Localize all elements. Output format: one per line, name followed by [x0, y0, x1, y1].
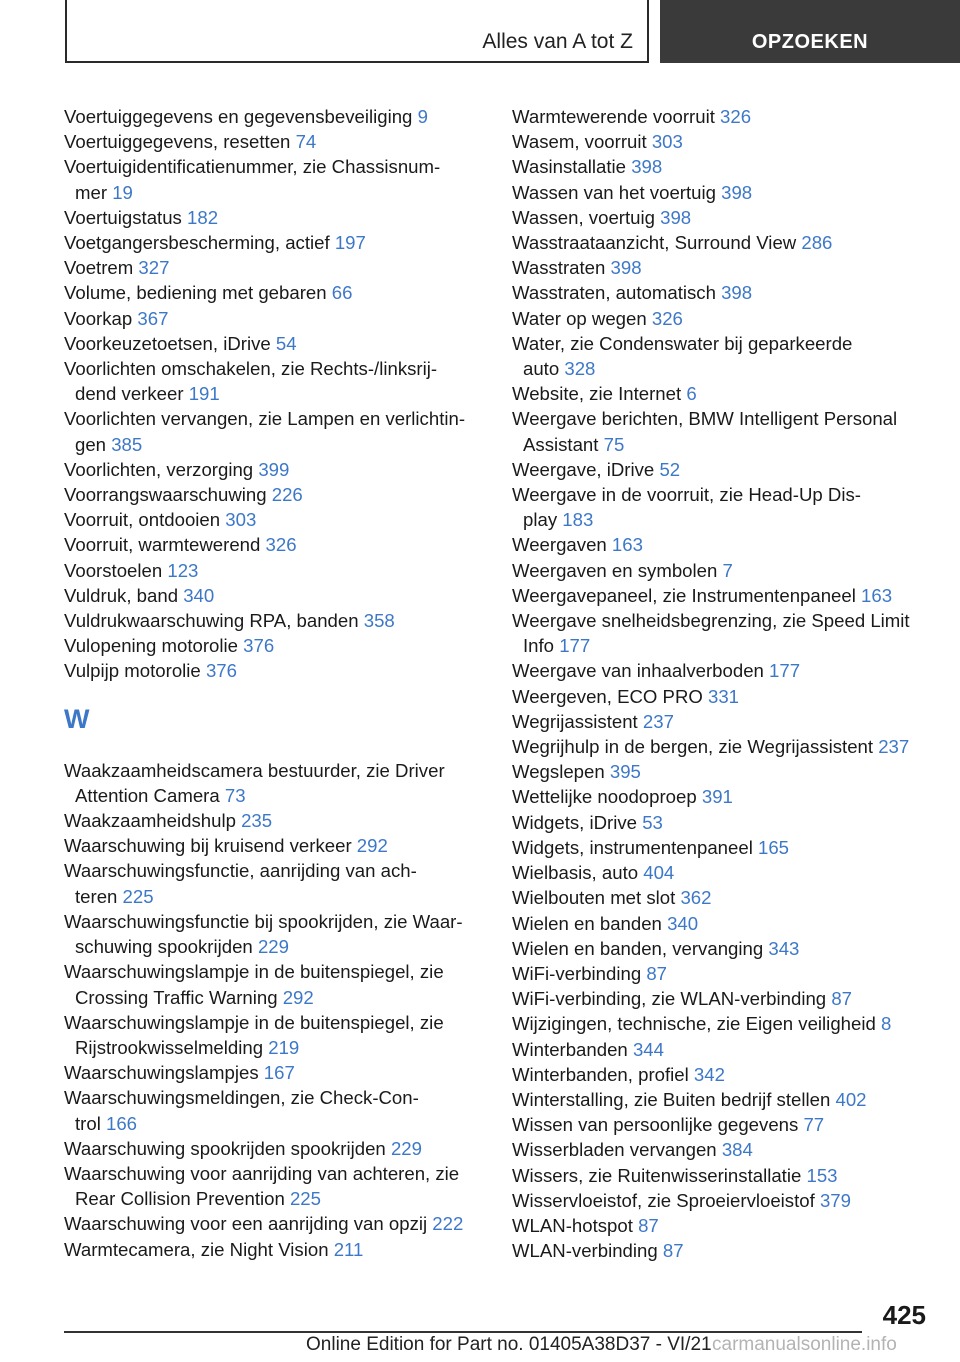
index-entry	[64, 457, 484, 482]
index-entry	[64, 758, 484, 808]
index-entry-text: WiFi-verbinding	[512, 962, 647, 984]
opzoeken-tab-label: OPZOEKEN	[751, 31, 869, 53]
index-entry-text: Voetgangersbescherming, actief	[64, 232, 335, 254]
index-entry	[512, 1062, 932, 1087]
page-reference-link[interactable]: 379	[819, 1189, 851, 1211]
index-entry	[64, 306, 484, 331]
index-entry-text: Wielen en banden, vervanging	[512, 937, 769, 959]
index-entry-text: Weergave in de voorruit, zie Head-Up Dis-	[512, 484, 861, 506]
index-entry-text: Wasstraataanzicht, Surround View	[512, 232, 802, 254]
index-entry	[64, 331, 484, 356]
index-entry	[64, 205, 484, 230]
index-entry	[64, 280, 484, 305]
page-number: 425	[882, 1300, 926, 1330]
index-entry-text: Vulopening motorolie	[64, 635, 244, 657]
index-entry-text: Weergaven	[512, 534, 612, 556]
index-entry-text: Wasem, voorruit	[512, 131, 652, 153]
index-entry-text: Voorlichten, verzorging	[64, 458, 259, 480]
index-entry-text: Water, zie Condenswater bij geparkeerde	[512, 332, 853, 354]
index-entry	[64, 1010, 484, 1060]
index-entry	[64, 858, 484, 908]
page-reference-link[interactable]: 87	[638, 1214, 659, 1236]
index-entry-text: WiFi-verbinding, zie WLAN-verbinding	[512, 988, 832, 1010]
page-reference-link[interactable]: 342	[693, 1063, 725, 1085]
page-reference-link[interactable]: 376	[205, 660, 237, 682]
index-entry	[512, 911, 932, 936]
page-reference-link[interactable]: 328	[564, 358, 596, 380]
footer-divider	[64, 1331, 862, 1333]
index-entry	[512, 759, 932, 784]
index-entry-text: WLAN-hotspot	[512, 1214, 639, 1236]
page-reference-link[interactable]: 225	[289, 1188, 321, 1210]
page-reference-link[interactable]: 165	[758, 836, 790, 858]
section-title: Alles van A tot Z	[482, 30, 633, 53]
page-reference-link[interactable]: 391	[701, 786, 733, 808]
index-entry	[512, 1238, 932, 1263]
page-reference-link[interactable]: 340	[667, 912, 699, 934]
index-entry	[64, 1237, 484, 1262]
index-entry-text: Warmtewerende voorruit	[512, 106, 721, 127]
index-entry	[512, 104, 932, 129]
index-entry-text: Voorstoelen	[64, 559, 168, 581]
page-reference-link[interactable]: 153	[806, 1164, 838, 1186]
index-entry-text: Wassen van het voertuig	[512, 181, 722, 203]
page-reference-link[interactable]: 6	[686, 383, 697, 405]
index-entry	[512, 558, 932, 583]
index-entry-text: Widgets, instrumentenpaneel	[512, 836, 758, 858]
page-reference-link[interactable]: 237	[642, 710, 674, 732]
page-reference-link[interactable]: 235	[241, 810, 273, 832]
index-entry	[512, 860, 932, 885]
index-entry	[64, 658, 484, 683]
index-entry-text: Wielen en banden	[512, 912, 668, 934]
index-entry	[64, 1136, 484, 1161]
index-entry-text: Weergave, iDrive	[512, 458, 660, 480]
index-entry-text: Waarschuwingslampjes	[64, 1062, 264, 1084]
index-entry-text: Wegrijassistent	[512, 710, 643, 732]
index-entry	[64, 406, 484, 456]
index-entry-text: trol	[75, 1112, 106, 1134]
index-entry	[64, 833, 484, 858]
page-reference-link[interactable]: 237	[878, 736, 910, 758]
index-entry	[64, 356, 484, 406]
index-entry-text: Winterbanden, profiel	[512, 1063, 694, 1085]
index-entry	[512, 583, 932, 608]
page-reference-link[interactable]: 326	[265, 534, 297, 556]
index-entry-text: Waarschuwing voor een aanrijding van opzij	[64, 1213, 433, 1235]
page-reference-link[interactable]: 183	[562, 509, 594, 531]
index-entry	[512, 180, 932, 205]
index-entry-text: Voorkeuzetoetsen, iDrive	[64, 332, 276, 354]
index-entry	[64, 1161, 484, 1211]
index-entry-text: Voertuigstatus	[64, 206, 188, 228]
index-entry-text: Wisservloeistof, zie Sproeiervloeistof	[512, 1189, 820, 1211]
index-entry	[512, 406, 932, 456]
index-entry	[64, 1085, 484, 1135]
page-reference-link[interactable]: 398	[721, 181, 753, 203]
index-entry	[512, 255, 932, 280]
index-entry-text: Wasstraten	[512, 257, 611, 279]
page-reference-link[interactable]: 367	[137, 307, 169, 329]
index-letter-heading: W	[64, 703, 90, 734]
page-reference-link[interactable]: 87	[831, 988, 852, 1010]
index-entry-text: Wasstraten, automatisch	[512, 282, 722, 304]
page-reference-link[interactable]: 340	[183, 584, 215, 606]
index-entry-text: Warmtecamera, zie Night Vision	[64, 1238, 334, 1260]
page-reference-link[interactable]: 343	[768, 937, 800, 959]
index-entry	[512, 986, 932, 1011]
index-entry-text: Weergaven en symbolen	[512, 559, 723, 581]
index-entry	[64, 1060, 484, 1085]
index-entry	[64, 959, 484, 1009]
page-reference-link[interactable]: 362	[680, 887, 712, 909]
index-entry	[512, 885, 932, 910]
index-column-right	[512, 104, 932, 1263]
page-reference-link[interactable]: 182	[187, 206, 219, 228]
index-entry	[512, 608, 932, 658]
index-entry-text: Wassen, voertuig	[512, 206, 661, 228]
page-reference-link[interactable]: 303	[225, 509, 257, 531]
index-entry	[64, 255, 484, 280]
index-entry-text: Voetrem	[64, 257, 139, 279]
index-entry-text: Voertuiggegevens en gegevensbeveiliging	[64, 106, 418, 127]
page-reference-link[interactable]: 163	[861, 584, 893, 606]
index-entry-text: Widgets, iDrive	[512, 811, 643, 833]
page-reference-link[interactable]: 404	[643, 862, 675, 884]
page-reference-link[interactable]: 402	[835, 1088, 867, 1110]
index-entry-text: dend verkeer	[75, 383, 189, 405]
page-header	[0, 0, 960, 66]
index-entry	[64, 507, 484, 532]
page-reference-link[interactable]: 398	[610, 257, 642, 279]
index-entry-text: Rijstrookwisselmelding	[75, 1036, 269, 1058]
index-entry	[512, 381, 932, 406]
page-reference-link[interactable]: 123	[167, 559, 199, 581]
index-entry	[64, 608, 484, 633]
index-entry	[512, 835, 932, 860]
index-entry-text: Voorruit, warmtewerend	[64, 534, 266, 556]
page-reference-link[interactable]: 66	[331, 282, 353, 304]
index-entry	[512, 457, 932, 482]
index-entry-text: Wasinstallatie	[512, 156, 632, 178]
page-reference-link[interactable]: 73	[224, 784, 246, 806]
index-entry	[512, 1011, 932, 1036]
index-entry-text: Wielbouten met slot	[512, 887, 681, 909]
page-reference-link[interactable]: 225	[122, 885, 154, 907]
page-reference-link[interactable]: 167	[263, 1062, 295, 1084]
index-entry	[512, 936, 932, 961]
index-entry-text: Weergave van inhaalverboden	[512, 660, 770, 682]
index-entry	[512, 784, 932, 809]
index-entry-text: Assistant	[523, 433, 604, 455]
index-entry	[512, 684, 932, 709]
index-entry	[512, 1037, 932, 1062]
index-entry-text: Weergave snelheidsbegrenzing, zie Speed Limit	[512, 610, 910, 632]
index-entry-text: schuwing spookrijden	[75, 936, 258, 958]
page-reference-link[interactable]: 398	[660, 206, 692, 228]
page-reference-link[interactable]: 358	[363, 610, 395, 632]
index-entry-text: Waakzaamheidshulp	[64, 810, 242, 832]
page-reference-link[interactable]: 77	[803, 1114, 825, 1136]
page-reference-link[interactable]: 75	[603, 433, 625, 455]
index-entry-text: Voorlichten vervangen, zie Lampen en verlichtin-	[64, 408, 466, 430]
index-entry-text: Wisserbladen vervangen	[512, 1139, 722, 1161]
header-title-frame	[65, 0, 649, 63]
index-entry	[64, 532, 484, 557]
index-entry-text: Wissen van persoonlijke gegevens	[512, 1114, 804, 1136]
index-entry	[64, 129, 484, 154]
edition-text: Online Edition for Part no. 01405A38D37 - VI/21	[306, 1334, 712, 1355]
page-reference-link[interactable]: 87	[662, 1240, 684, 1262]
page-reference-link[interactable]: 395	[609, 761, 641, 783]
page-reference-link[interactable]: 326	[651, 307, 683, 329]
index-entry-text: Waakzaamheidscamera bestuurder, zie Driver	[64, 759, 445, 781]
index-column-left	[64, 104, 484, 1262]
index-entry-text: Waarschuwingsfunctie, aanrijding van ach-	[64, 860, 417, 882]
page-reference-link[interactable]: 398	[721, 282, 753, 304]
index-entry	[512, 709, 932, 734]
page-reference-link[interactable]: 177	[559, 635, 591, 657]
page-reference-link[interactable]: 327	[138, 257, 170, 279]
index-entry	[512, 280, 932, 305]
index-entry-text: Winterbanden	[512, 1038, 633, 1060]
page-reference-link[interactable]: 326	[720, 106, 752, 127]
index-entry	[64, 909, 484, 959]
index-entry-text: mer	[75, 181, 113, 203]
index-entry-text: Voertuigidentificatienummer, zie Chassisnum-	[64, 156, 441, 178]
index-entry	[512, 482, 932, 532]
index-entry-text: gen	[75, 433, 112, 455]
page-reference-link[interactable]: 52	[659, 458, 681, 480]
page-reference-link[interactable]: 7	[722, 559, 733, 581]
index-entry	[512, 961, 932, 986]
index-entry	[512, 810, 932, 835]
index-entry-text: Vuldruk, band	[64, 584, 184, 606]
index-entry-text: Voorkap	[64, 307, 138, 329]
page-reference-link[interactable]: 286	[801, 232, 833, 254]
index-entry	[512, 306, 932, 331]
index-entry-text: Voorrangswaarschuwing	[64, 484, 272, 506]
page-reference-link[interactable]: 226	[271, 484, 303, 506]
page-reference-link[interactable]: 331	[708, 685, 740, 707]
index-entry-text: WLAN-verbinding	[512, 1240, 663, 1262]
index-entry-text: Wegrijhulp in de bergen, zie Wegrijassistent	[512, 736, 879, 758]
index-entry-text: Volume, bediening met gebaren	[64, 282, 332, 304]
opzoeken-tab[interactable]	[660, 0, 960, 63]
page-reference-link[interactable]: 376	[243, 635, 275, 657]
index-entry	[512, 129, 932, 154]
page-reference-link[interactable]: 292	[356, 835, 388, 857]
page-reference-link[interactable]: 344	[632, 1038, 664, 1060]
index-entry	[512, 230, 932, 255]
index-entry-text: Website, zie Internet	[512, 383, 687, 405]
index-entry-text: Wegslepen	[512, 761, 610, 783]
page-reference-link[interactable]: 222	[432, 1213, 464, 1235]
page-reference-link[interactable]: 384	[721, 1139, 753, 1161]
page-reference-link[interactable]: 54	[275, 332, 297, 354]
index-entry-text: Attention Camera	[75, 784, 225, 806]
index-entry	[512, 154, 932, 179]
watermark: carmanualsonline.info	[712, 1334, 897, 1355]
index-entry	[512, 205, 932, 230]
index-entry	[64, 230, 484, 255]
index-entry-text: Voertuiggegevens, resetten	[64, 131, 296, 153]
index-entry-text: Winterstalling, zie Buiten bedrijf stellen	[512, 1088, 836, 1110]
index-entry-text: Waarschuwingsfunctie bij spookrijden, zie Waar-	[64, 910, 463, 932]
page-reference-link[interactable]: 191	[188, 383, 220, 405]
index-entry	[512, 331, 932, 381]
index-entry-text: Weergavepaneel, zie Instrumentenpaneel	[512, 584, 862, 606]
index-entry-text: teren	[75, 885, 123, 907]
page-reference-link[interactable]: 177	[769, 660, 801, 682]
page-reference-link[interactable]: 399	[258, 458, 290, 480]
index-entry-text: Crossing Traffic Warning	[75, 986, 283, 1008]
index-entry	[64, 808, 484, 833]
index-entry	[64, 1211, 484, 1236]
index-entry-text: Wielbasis, auto	[512, 862, 644, 884]
index-entry	[64, 482, 484, 507]
index-entry-text: Weergave berichten, BMW Intelligent Personal	[512, 408, 898, 430]
index-entry	[64, 633, 484, 658]
index-entry-text: Waarschuwing bij kruisend verkeer	[64, 835, 357, 857]
index-entry	[512, 1188, 932, 1213]
index-entry-text: Wijzigingen, technische, zie Eigen veiligheid	[512, 1013, 881, 1035]
index-entry-text: Water op wegen	[512, 307, 652, 329]
index-entry-text: Vulpijp motorolie	[64, 660, 206, 682]
index-entry-text: Info	[523, 635, 560, 657]
page-reference-link[interactable]: 74	[295, 131, 317, 153]
index-entry	[512, 658, 932, 683]
page-reference-link[interactable]: 166	[106, 1112, 138, 1134]
index-entry-text: Wissers, zie Ruitenwisserinstallatie	[512, 1164, 807, 1186]
index-entry-text: Wettelijke noodoproep	[512, 786, 702, 808]
index-entry-text: Voorruit, ontdooien	[64, 509, 226, 531]
index-entry	[512, 734, 932, 759]
index-entry	[64, 558, 484, 583]
page-reference-link[interactable]: 229	[257, 936, 289, 958]
page-reference-link[interactable]: 8	[880, 1013, 892, 1035]
index-entry-text: Rear Collision Prevention	[75, 1188, 290, 1210]
page-reference-link[interactable]: 292	[282, 986, 314, 1008]
page-reference-link[interactable]: 211	[333, 1238, 364, 1260]
page-reference-link[interactable]: 9	[417, 106, 428, 127]
index-entry-text: Weergeven, ECO PRO	[512, 685, 708, 707]
page-reference-link[interactable]: 398	[631, 156, 663, 178]
index-entry	[64, 154, 484, 204]
index-entry-text: Vuldrukwaarschuwing RPA, banden	[64, 610, 364, 632]
index-entry	[512, 1213, 932, 1238]
page-reference-link[interactable]: 303	[651, 131, 683, 153]
index-entry-text: auto	[523, 358, 565, 380]
index-entry	[512, 1087, 932, 1112]
index-entry-text: Waarschuwing voor aanrijding van achteren, zie	[64, 1162, 460, 1184]
index-entry	[512, 1163, 932, 1188]
index-entry-text: play	[523, 509, 563, 531]
page-reference-link[interactable]: 53	[642, 811, 663, 833]
index-entry-text: Voorlichten omschakelen, zie Rechts-/linksrij-	[64, 358, 438, 380]
index-entry-text: Waarschuwing spookrijden spookrijden	[64, 1137, 391, 1159]
index-entry	[512, 532, 932, 557]
index-entry-text: Waarschuwingslampje in de buitenspiegel, zie	[64, 961, 444, 983]
page-reference-link[interactable]: 385	[111, 433, 143, 455]
page-reference-link[interactable]: 19	[112, 181, 133, 203]
index-entry-text: Waarschuwingslampje in de buitenspiegel, zie	[64, 1011, 444, 1033]
page-reference-link[interactable]: 219	[268, 1036, 300, 1058]
page-reference-link[interactable]: 197	[334, 232, 366, 254]
page-reference-link[interactable]: 229	[390, 1137, 422, 1159]
index-entry	[512, 1112, 932, 1137]
page-reference-link[interactable]: 163	[611, 534, 643, 556]
index-entry	[512, 1137, 932, 1162]
index-entry-text: Waarschuwingsmeldingen, zie Check-Con-	[64, 1087, 419, 1109]
page-reference-link[interactable]: 87	[646, 962, 668, 984]
index-entry	[64, 583, 484, 608]
index-entry	[64, 104, 484, 129]
